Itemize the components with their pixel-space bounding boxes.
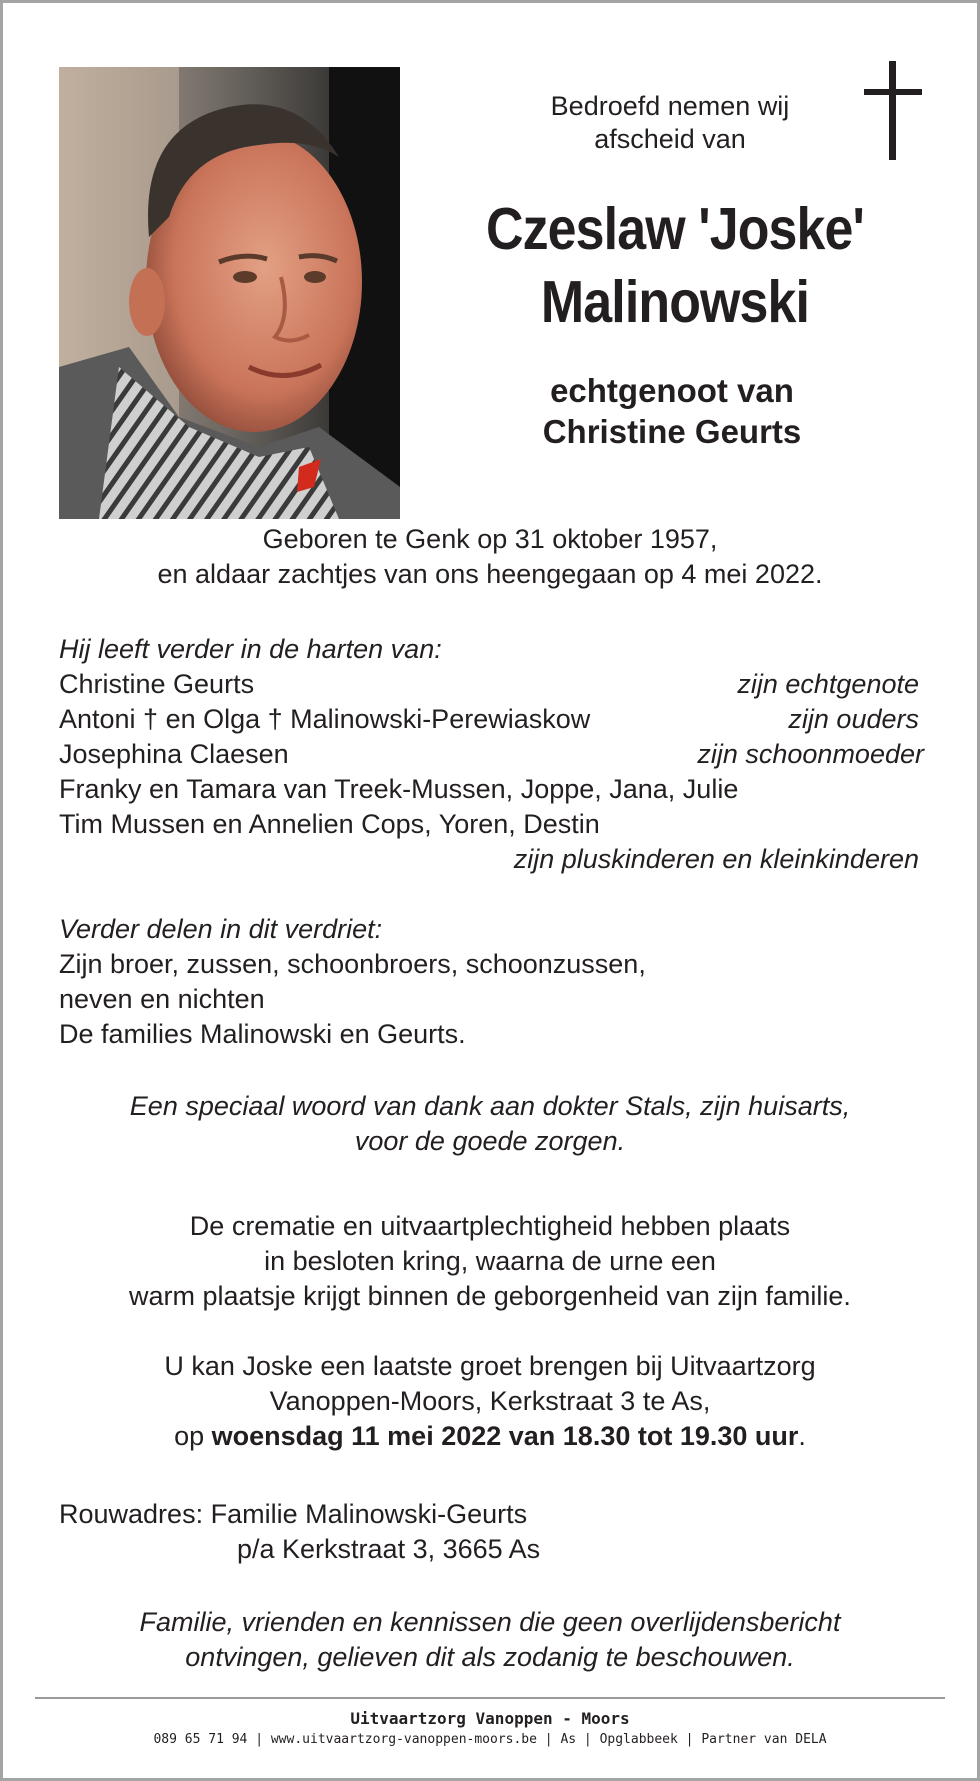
family-heading: Hij leeft verder in de harten van:: [59, 634, 442, 664]
visitation-text: [0, 1349, 980, 1454]
birth-death-text: [0, 522, 980, 592]
born-line: Geboren te Genk op 31 oktober 1957,: [262, 524, 718, 554]
address-name: Familie Malinowski-Geurts: [210, 1499, 528, 1529]
family-member: Franky en Tamara van Treek-Mussen, Joppe, Jana, Julie: [59, 774, 739, 804]
family-row: [59, 702, 919, 737]
spouse-line: echtgenoot van: [550, 372, 794, 409]
visit-datetime: woensdag 11 mei 2022 van 18.30 tot 19.30 uur: [211, 1421, 799, 1451]
ceremony-line: in besloten kring, waarna de urne een: [264, 1246, 716, 1276]
footer-title: Uitvaartzorg Vanoppen - Moors: [350, 1709, 630, 1728]
family-row: [59, 772, 919, 807]
family-member: Christine Geurts: [59, 669, 255, 699]
name-line: Czeslaw 'Joske': [485, 196, 865, 262]
others-list: [59, 912, 919, 1052]
spouse-text: [470, 370, 874, 452]
thanks-line: voor de goede zorgen.: [354, 1126, 626, 1156]
family-role: zijn pluskinderen en kleinkinderen: [513, 844, 919, 874]
family-role: zijn ouders: [788, 704, 919, 734]
ceremony-line: De crematie en uitvaartplechtigheid hebben plaats: [189, 1211, 791, 1241]
family-role: zijn schoonmoeder: [697, 739, 924, 769]
thanks-text: [0, 1089, 980, 1159]
others-heading: Verder delen in dit verdriet:: [59, 914, 383, 944]
footer-contact: 089 65 71 94 | www.uitvaartzorg-vanoppen-moors.be | As | Opglabbeek | Partner van DELA: [153, 1732, 827, 1747]
family-role: zijn echtgenote: [737, 669, 919, 699]
notice-text: [0, 1605, 980, 1675]
family-row: [59, 842, 919, 877]
thanks-line: Een speciaal woord van dank aan dokter Stals, zijn huisarts,: [129, 1091, 851, 1121]
family-member: Josephina Claesen: [59, 739, 289, 769]
family-member: Tim Mussen en Annelien Cops, Yoren, Destin: [59, 809, 600, 839]
notice-line: ontvingen, gelieven dit als zodanig te beschouwen.: [185, 1642, 795, 1672]
notice-line: Familie, vrienden en kennissen die geen overlijdensbericht: [139, 1607, 841, 1637]
born-line: en aldaar zachtjes van ons heengegaan op 4 mei 2022.: [157, 559, 823, 589]
visit-line: Vanoppen-Moors, Kerkstraat 3 te As,: [269, 1386, 711, 1416]
address-line: [59, 1497, 540, 1532]
address-street: p/a Kerkstraat 3, 3665 As: [237, 1534, 541, 1564]
name-line: Malinowski: [540, 269, 810, 335]
family-row: [59, 807, 919, 842]
ceremony-line: warm plaatsje krijgt binnen de geborgenheid van zijn familie.: [129, 1281, 851, 1311]
others-line: neven en nichten: [59, 984, 265, 1014]
mourning-address: [59, 1497, 540, 1567]
family-member: Antoni † en Olga † Malinowski-Perewiaskow: [59, 704, 591, 734]
family-list: [59, 632, 924, 877]
intro-text: [470, 90, 870, 156]
visit-line: U kan Joske een laatste groet brengen bij Uitvaartzorg: [164, 1351, 816, 1381]
cross-icon: [864, 61, 922, 160]
others-line: Zijn broer, zussen, schoonbroers, schoonzussen,: [59, 949, 646, 979]
family-row: [59, 737, 924, 772]
family-row: [59, 667, 919, 702]
address-label: Rouwadres:: [59, 1499, 211, 1529]
ceremony-text: [0, 1209, 980, 1314]
footer-divider: [35, 1697, 945, 1699]
visit-line: [0, 1419, 980, 1454]
deceased-name: [451, 193, 900, 339]
intro-line: Bedroefd nemen wij: [550, 91, 790, 121]
visit-suffix: .: [798, 1421, 806, 1451]
visit-prefix: op: [174, 1421, 212, 1451]
spouse-line: Christine Geurts: [542, 413, 802, 450]
others-line: De families Malinowski en Geurts.: [59, 1019, 466, 1049]
portrait-photo: [59, 67, 400, 519]
intro-line: afscheid van: [594, 124, 746, 154]
